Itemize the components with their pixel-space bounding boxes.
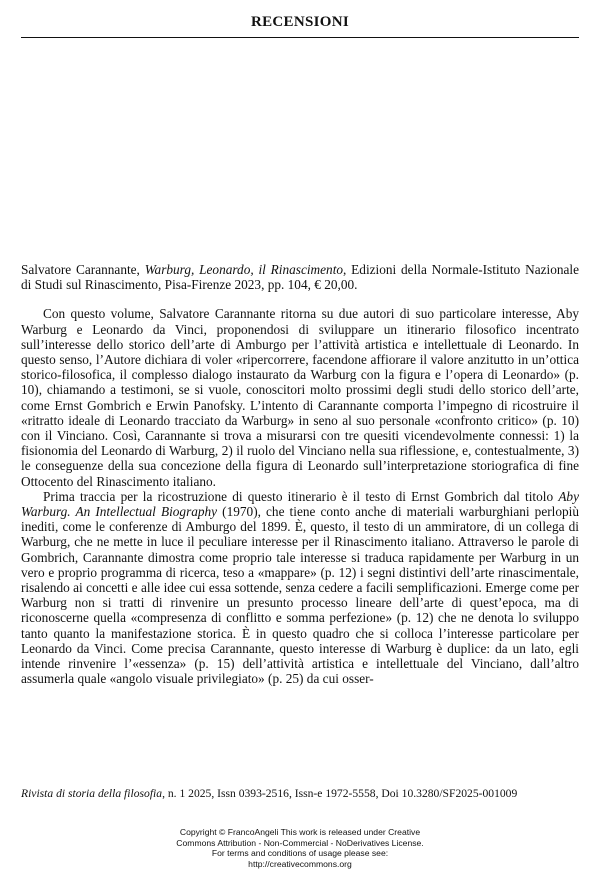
journal-reference [21,787,591,801]
review-body [21,306,579,686]
copyright-line-1: Copyright © FrancoAngeli This work is released under Creative [179,827,421,837]
journal-details: , n. 1 2025, Issn 0393-2516, Issn-e 1972-5558, Doi 10.3280/SF2025-001009 [162,787,518,800]
book-citation [21,262,579,292]
header-divider [21,37,579,38]
review-content [21,262,579,686]
section-header-title: RECENSIONI [250,14,350,30]
gombrich-book-title: Aby Warburg. An Intellectual Biography [21,488,579,520]
copyright-notice [0,827,600,869]
review-paragraph-2 [21,489,579,687]
paragraph-2-text-end: (1970), che tiene conto anche di materiali warburghiani perlopiù inediti, come le conferenze di Amburgo del 1899. È, questo, il testo di un ammiratore, di un collega di Warburg, che ne mette in luce il peculiare interesse per il Rinascimento italiano. Attraverso le parole di Gombrich, Carannante dimostra come proprio tale interesse si traduca rapidamente per Warburg in un vero e proprio programma di ricerca, teso a «mappare» (p. 12) i segni distintivi dell’arte rinascimentale, risalendo ai concetti e alle idee cui essa sottende, senza cedere a facili semplificazioni. Emerge come per Warburg non si tratti di rinvenire un presunto processo lineare dell’arte di quest’epoca, ma di riconoscerne quella «compresenza di conflitto e somma perfezione» (p. 12) che ne denota lo sviluppo tanto quanto la manifestazione storica. È in questo quadro che si colloca l’interesse particolare per Leonardo da Vinci. Come precisa Carannante, questo interesse di Warburg è duplice: da un lato, egli intende rinvenire l’«essenza» (p. 15) dell’attività artistica e intellettuale del Vinciano, dall’altro assumerla quale «angolo visuale privilegiato» (p. 25) da cui osser- [21,504,579,687]
citation-book-title: Warburg, Leonardo, il Rinascimento [144,262,344,277]
journal-name: Rivista di storia della filosofia [21,787,163,800]
copyright-line-2: Commons Attribution - Non-Commercial - NoDerivatives License. [176,837,424,848]
citation-publisher-info: , Edizioni della Normale-Istituto Nazionale di Studi sul Rinascimento, Pisa-Firenze 2023, pp. 104, € 20,00. [21,262,579,293]
citation-author: Salvatore Carannante, [21,262,145,277]
paragraph-2-text-start: Prima traccia per la ricostruzione di questo itinerario è il testo di Ernst Gombrich dal titolo [43,488,559,504]
review-paragraph-1: Con questo volume, Salvatore Carannante ritorna su due autori di suo particolare interesse, Aby Warburg e Leonardo da Vinci, proponendosi di sviluppare un itinerario filosofico incentrato sull’interesse dello storico dell’arte di Amburgo per l’attività artistica e intellettuale di Leonardo. In questo senso, l’Autore dichiara di voler «ripercorrere, facendone affiorare il valore anzitutto in un’ottica storico-filosofica, il complesso dialogo instaurato da Warburg con la figura e l’opera di Leonardo» (p. 10), chiamando a testimoni, se si vuole, conoscitori molto prossimi degli studi dello storico dell’arte, come Ernst Gombrich e Erwin Panofsky. L’intento di Carannante comporta l’impegno di ricostruire il «ritratto ideale di Leonardo tracciato da Warburg» in seno al suo personale «confronto critico» (p. 10) con il Vinciano. Così, Carannante si trova a misurarsi con tre quesiti vicendevolmente connessi: 1) la fisionomia del Leonardo di Warburg, 2) il ruolo del Vinciano nella sua riflessione, e, contestualmente, 3) le conseguenze della sua concezione della figura di Leonardo sull’interpretazione storiografica di fine Ottocento del Rinascimento italiano. [21,306,579,489]
creative-commons-link[interactable]: http://creativecommons.org [248,858,352,869]
copyright-line-3: For terms and conditions of usage please see: [211,848,389,858]
